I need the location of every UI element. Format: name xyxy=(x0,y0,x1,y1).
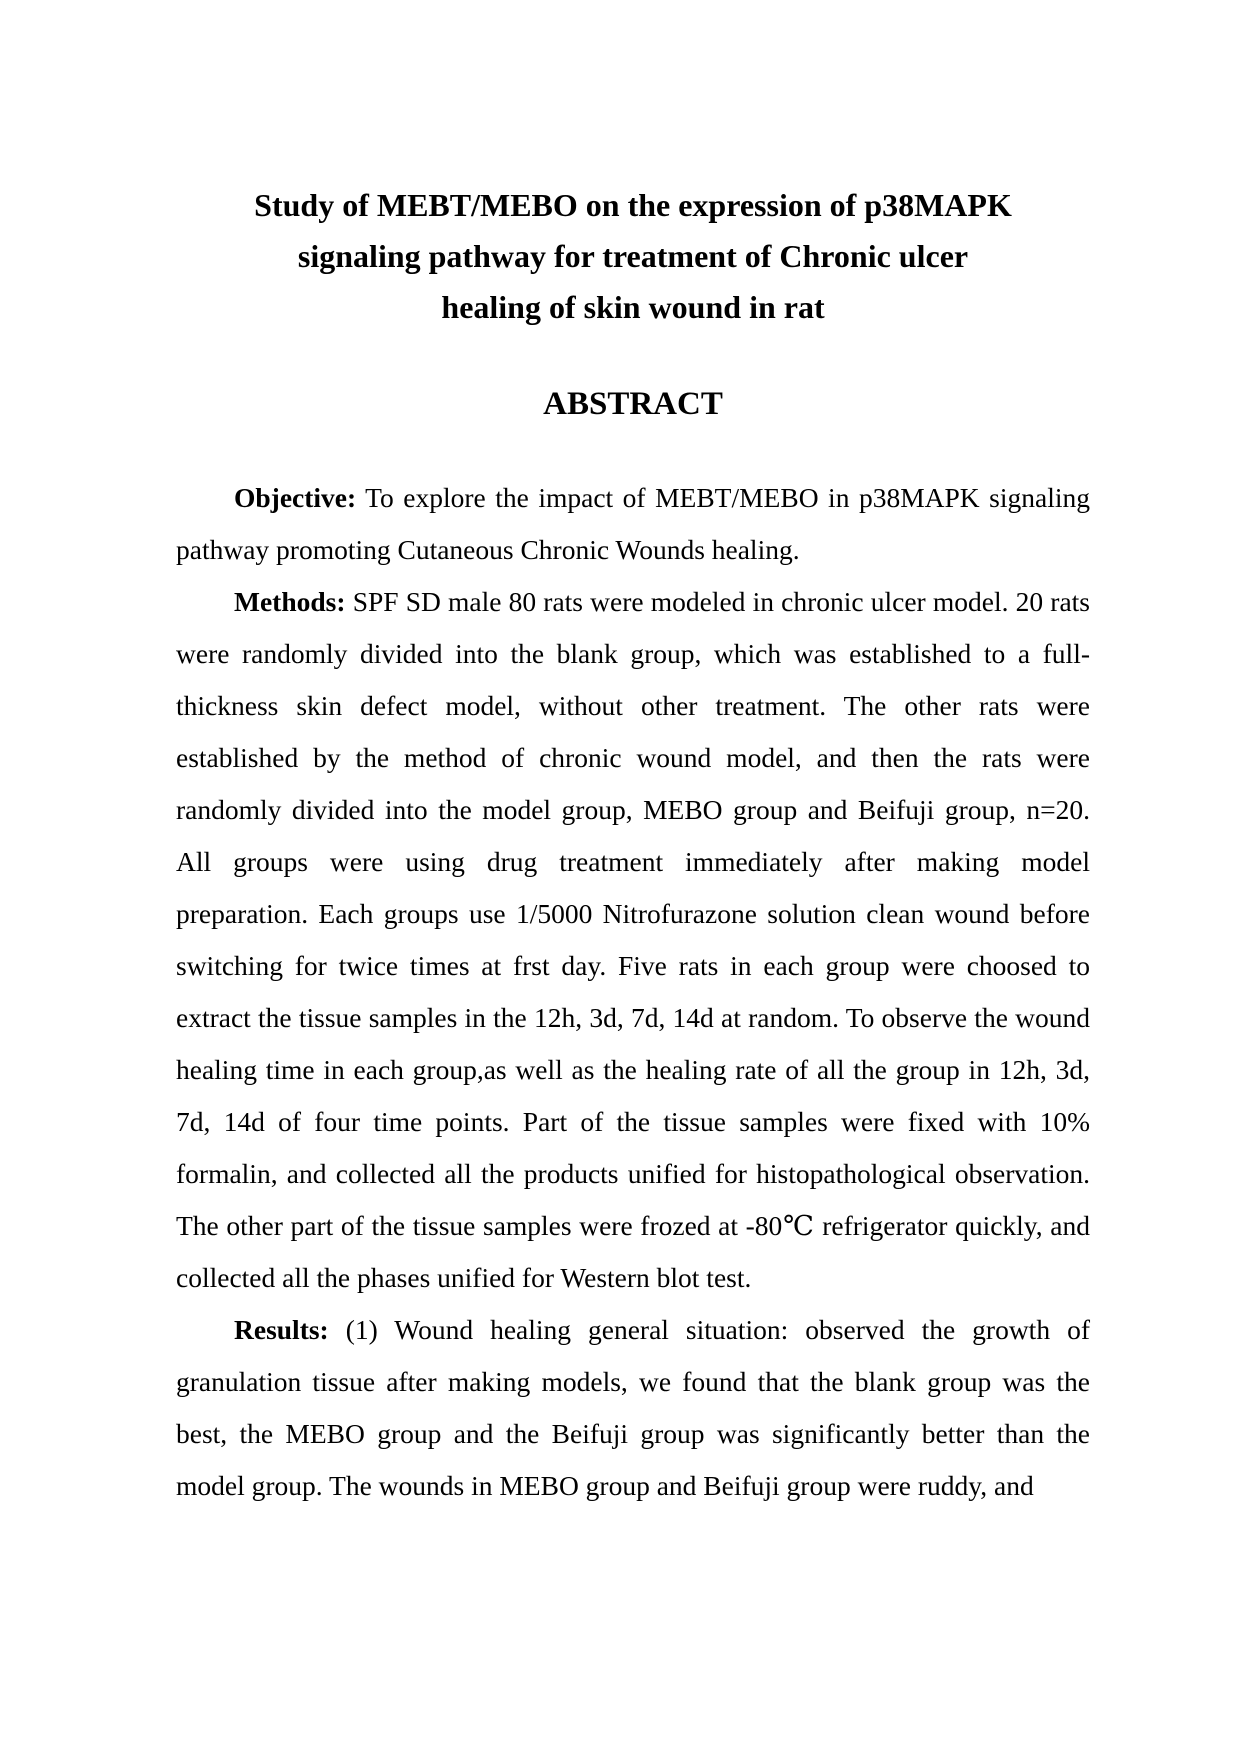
results-label: Results: xyxy=(234,1314,329,1345)
abstract-heading: ABSTRACT xyxy=(543,386,723,422)
objective-label: Objective: xyxy=(234,482,357,513)
methods-label: Methods: xyxy=(234,586,346,617)
methods-text: SPF SD male 80 rats were modeled in chronic ulcer model. 20 rats were randomly divided into the blank group, which was established to a full-thickness skin defect model, without other treatment. The other rats were established by the method of chronic wound model, and then the rats were randomly divided into the model group, MEBO group and Beifuji group, n=20. All groups were using drug treatment immediately after making model preparation. Each groups use 1/5000 Nitrofurazone solution clean wound before switching for twice times at frst day. Five rats in each group were choosed to extract the tissue samples in the 12h, 3d, 7d, 14d at random. To observe the wound healing time in each group,as well as the healing rate of all the group in 12h, 3d, 7d, 14d of four time points. Part of the tissue samples were fixed with 10% formalin, and collected all the products unified for histopathological observation. The other part of the tissue samples were frozed at -80℃ refrigerator quickly, and collected all the phases unified for Western blot test. xyxy=(176,586,1090,1293)
methods-paragraph xyxy=(176,576,1090,1304)
title-line-2: signaling pathway for treatment of Chronic ulcer xyxy=(297,238,969,274)
title-line-3: healing of skin wound in rat xyxy=(441,289,825,325)
abstract-body xyxy=(176,472,1090,1512)
title-line-1: Study of MEBT/MEBO on the expression of p38MAPK xyxy=(254,187,1012,223)
objective-text: To explore the impact of MEBT/MEBO in p38MAPK signaling pathway promoting Cutaneous Chronic Wounds healing. xyxy=(176,482,1090,565)
results-text: (1) Wound healing general situation: observed the growth of granulation tissue after making models, we found that the blank group was the best, the MEBO group and the Beifuji group was significantly better than the model group. The wounds in MEBO group and Beifuji group were ruddy, and xyxy=(176,1314,1090,1501)
results-paragraph xyxy=(176,1304,1090,1512)
document-page xyxy=(176,180,1090,1512)
objective-paragraph xyxy=(176,472,1090,576)
paper-title xyxy=(176,180,1090,333)
